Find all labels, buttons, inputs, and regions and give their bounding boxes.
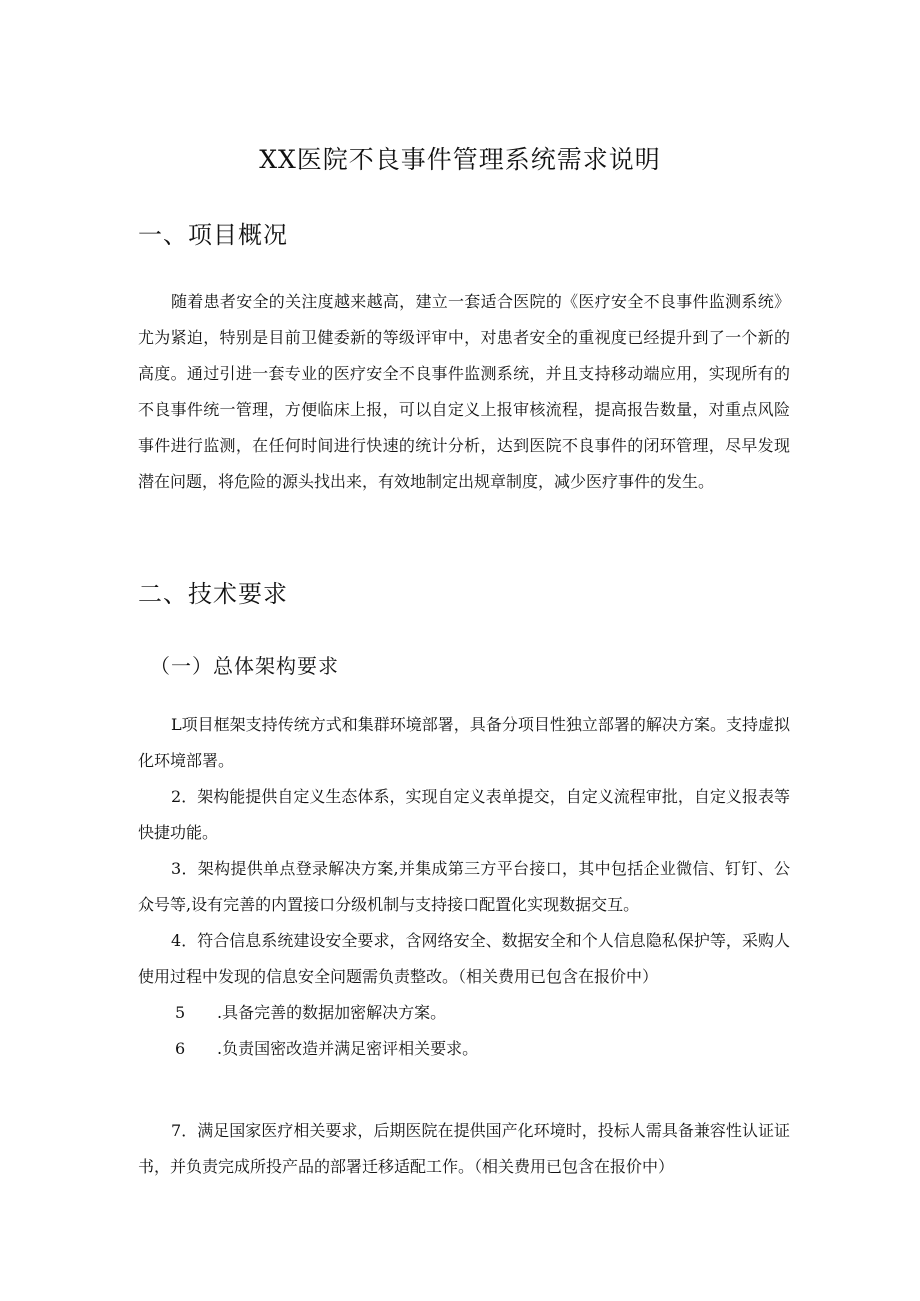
requirement-item-2: 2．架构能提供自定义生态体系，实现自定义表单提交，自定义流程审批，自定义报表等快捷功能。: [138, 787, 790, 842]
requirement-item-7: 7．满足国家医疗相关要求，后期医院在提供国产化环境时，投标人需具备兼容性认证证书，并负责完成所投产品的部署迁移适配工作。（相关费用已包含在报价中）: [138, 1121, 790, 1176]
requirement-item-4: 4．符合信息系统建设安全要求，含网络安全、数据安全和个人信息隐私保护等，采购人使用过程中发现的信息安全问题需负责整改。（相关费用已包含在报价中）: [138, 931, 790, 986]
architecture-subheading: （一）总体架构要求: [150, 654, 339, 678]
item-5-text: .具备完善的数据加密解决方案。: [217, 1003, 447, 1022]
item-6-number: 6: [175, 1039, 186, 1058]
requirement-item-6: [175, 1031, 478, 1067]
requirement-item-3: 3．架构提供单点登录解决方案,并集成第三方平台接口，其中包括企业微信、钉钉、公众号等,设有完善的内置接口分级机制与支持接口配置化实现数据交互。: [138, 859, 790, 914]
document-title: XX医院不良事件管理系统需求说明: [259, 145, 661, 174]
overview-paragraph: 随着患者安全的关注度越来越高，建立一套适合医院的《医疗安全不良事件监测系统》尤为紧迫，特别是目前卫健委新的等级评审中，对患者安全的重视度已经提升到了一个新的高度。通过引进一套专业的医疗安全不良事件监测系统，并且支持移动端应用，实现所有的不良事件统一管理，方便临床上报，可以自定义上报审核流程，提高报告数量，对重点风险事件进行监测，在任何时间进行快速的统计分析，达到医院不良事件的闭环管理，尽早发现潜在问题，将危险的源头找出来，有效地制定出规章制度，减少医疗事件的发生。: [138, 292, 790, 491]
requirement-item-5: [175, 995, 446, 1031]
section-overview-heading: 一、项目概况: [138, 221, 288, 249]
requirement-item-1: L项目框架支持传统方式和集群环境部署，具备分项目性独立部署的解决方案。支持虚拟化环境部署。: [138, 715, 790, 770]
item-6-text: .负责国密改造并满足密评相关要求。: [217, 1039, 479, 1058]
item-5-number: 5: [175, 1003, 186, 1022]
section-tech-heading: 二、技术要求: [138, 580, 288, 608]
